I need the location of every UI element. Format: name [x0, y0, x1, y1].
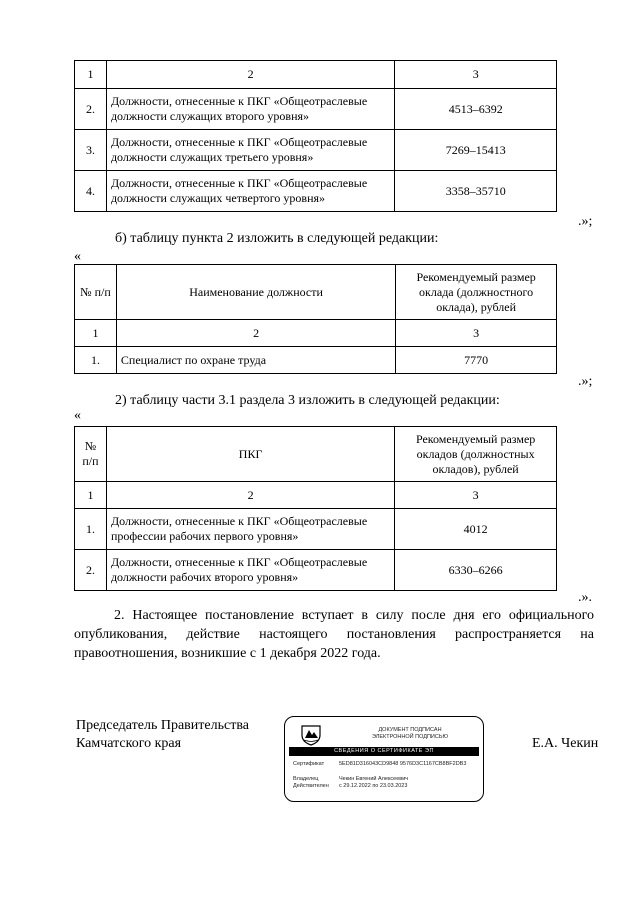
table-row [75, 130, 557, 171]
stamp-line-2: ЭЛЕКТРОННОЙ ПОДПИСЬЮ [371, 734, 449, 740]
table-3 [74, 426, 557, 591]
row-number: 4. [75, 171, 107, 212]
table-1-col-3: 3 [395, 61, 557, 89]
header-number: № п/п [75, 265, 117, 320]
row-name: Специалист по охране труда [116, 347, 395, 374]
col-number: 1 [75, 320, 117, 347]
paragraph-b: б) таблицу пункта 2 изложить в следующей редакции: [115, 231, 439, 246]
stamp-valid-value: с 29.12.2022 по 23.03.2023 [339, 783, 408, 789]
table-1-end-mark: .»; [578, 214, 593, 229]
table-1-col-2: 2 [106, 61, 394, 89]
header-value: Рекомендуемый размер оклада (должностного оклада), рублей [396, 265, 557, 320]
row-number: 1. [75, 509, 107, 550]
table-3-open-quote: « [74, 408, 81, 423]
stamp-cert-value: 5ED81D316043CD9848 9576D3C1167CB8BF2DB3 [339, 761, 467, 767]
row-name: Должности, отнесенные к ПКГ «Общеотраслевые должности служащих второго уровня» [106, 89, 394, 130]
header-name: ПКГ [106, 427, 394, 482]
col-number: 3 [395, 482, 557, 509]
table-row [75, 89, 557, 130]
table-row [75, 509, 557, 550]
row-value: 7770 [396, 347, 557, 374]
stamp-valid-label: Действителен [293, 783, 329, 789]
header-name: Наименование должности [116, 265, 395, 320]
table-2-number-row [75, 320, 557, 347]
stamp-owner-label: Владелец [293, 776, 319, 782]
table-2 [74, 264, 557, 374]
row-name: Должности, отнесенные к ПКГ «Общеотраслевые профессии рабочих первого уровня» [106, 509, 394, 550]
header-number: № п/п [75, 427, 107, 482]
table-row [75, 347, 557, 374]
row-value: 4012 [395, 509, 557, 550]
table-row [75, 550, 557, 591]
signatory-title-line-2: Камчатского края [76, 736, 182, 751]
coat-of-arms-icon [299, 722, 323, 746]
col-number: 2 [116, 320, 395, 347]
stamp-owner-value: Чекин Евгений Алексеевич [339, 776, 409, 782]
col-number: 3 [396, 320, 557, 347]
paragraph-2: 2) таблицу части 3.1 раздела 3 изложить в следующей редакции: [115, 393, 500, 408]
table-1 [74, 60, 557, 212]
row-number: 1. [75, 347, 117, 374]
stamp-certificate-band: СВЕДЕНИЯ О СЕРТИФИКАТЕ ЭП [289, 747, 479, 756]
stamp-cert-label: Сертификат [293, 761, 325, 767]
signatory-title-line-1: Председатель Правительства [76, 718, 249, 733]
col-number: 1 [75, 482, 107, 509]
row-number: 3. [75, 130, 107, 171]
stamp-line-1: ДОКУМЕНТ ПОДПИСАН [378, 727, 442, 733]
row-number: 2. [75, 89, 107, 130]
table-row [75, 171, 557, 212]
row-value: 6330–6266 [395, 550, 557, 591]
table-1-number-row [75, 61, 557, 89]
row-name: Должности, отнесенные к ПКГ «Общеотраслевые должности рабочих второго уровня» [106, 550, 394, 591]
table-2-header-row [75, 265, 557, 320]
table-3-end-mark: .». [578, 590, 592, 605]
table-3-header-row [75, 427, 557, 482]
row-value: 7269–15413 [395, 130, 557, 171]
electronic-signature-stamp [284, 716, 484, 802]
row-name: Должности, отнесенные к ПКГ «Общеотраслевые должности служащих четвертого уровня» [106, 171, 394, 212]
row-value: 4513–6392 [395, 89, 557, 130]
table-2-end-mark: .»; [578, 374, 593, 389]
table-3-number-row [75, 482, 557, 509]
row-number: 2. [75, 550, 107, 591]
table-2-open-quote: « [74, 249, 81, 264]
row-value: 3358–35710 [395, 171, 557, 212]
final-paragraph: 2. Настоящее постановление вступает в силу после дня его официального опубликования, действие настоящего постановления распространяется на правоотношения, возникшие с 1 декабря 2022 года. [74, 608, 594, 661]
table-1-col-1: 1 [75, 61, 107, 89]
header-value: Рекомендуемый размер окладов (должностных окладов), рублей [395, 427, 557, 482]
row-name: Должности, отнесенные к ПКГ «Общеотраслевые должности служащих третьего уровня» [106, 130, 394, 171]
signatory-name: Е.А. Чекин [532, 736, 599, 751]
col-number: 2 [106, 482, 394, 509]
